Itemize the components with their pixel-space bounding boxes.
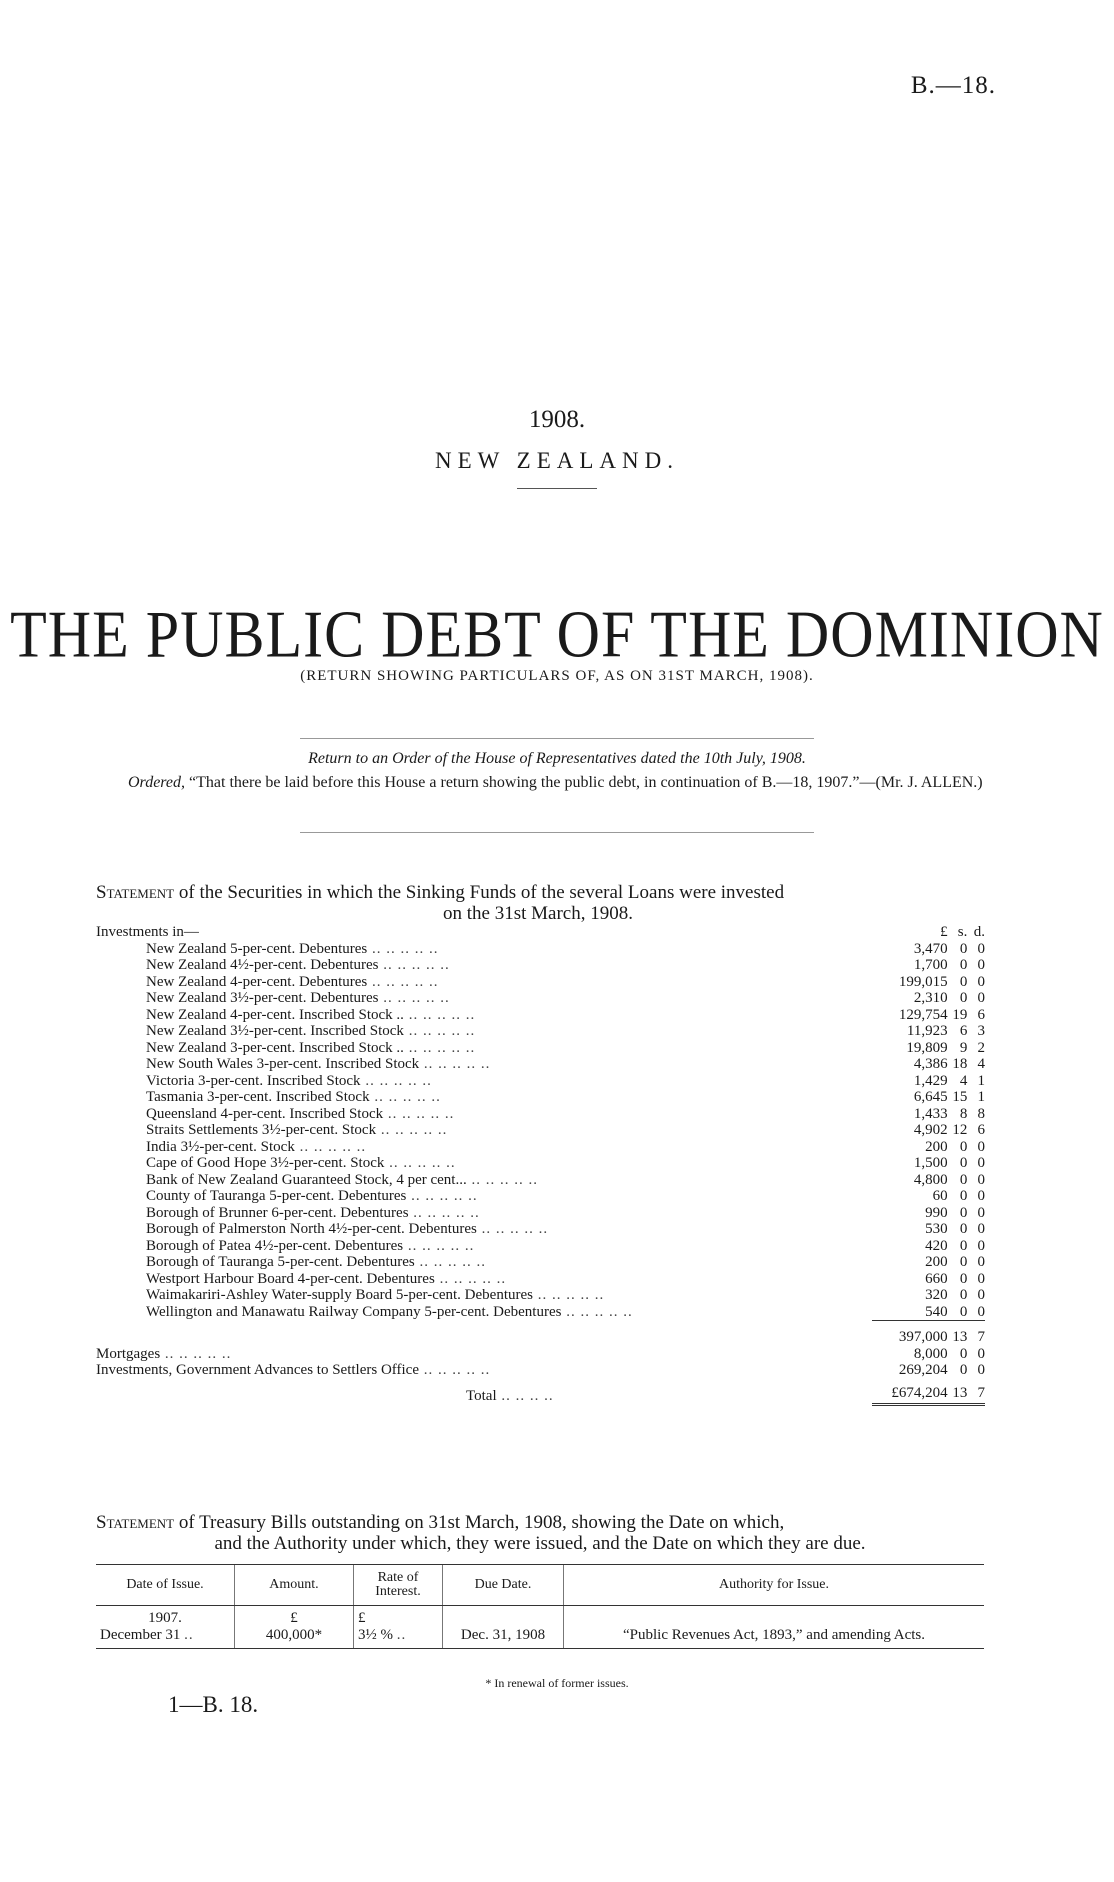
shillings-cell: 0	[959, 1155, 968, 1171]
row-label-text: New Zealand 4-per-cent. Debentures	[146, 973, 368, 990]
pence-cell: 0	[977, 1171, 985, 1188]
footnote: * In renewal of former issues.	[485, 1676, 629, 1690]
shillings-cell: 0	[959, 1138, 968, 1155]
table-row	[96, 1254, 985, 1271]
row-label-text: Waimakariri-Ashley Water-supply Board 5-per-cent. Debentures	[146, 1287, 533, 1303]
pence-cell: 0	[977, 1254, 985, 1270]
pence-column-header: d.	[973, 924, 985, 940]
order-reference: Return to an Order of the House of Representatives dated the 10th July, 1908.	[308, 750, 806, 767]
shillings-cell: 6	[959, 1023, 968, 1039]
row-label-text: New Zealand 4-per-cent. Inscribed Stock ..	[146, 1006, 404, 1023]
table-row	[96, 1023, 985, 1040]
pounds-cell: 540	[925, 1303, 948, 1320]
table-row	[96, 1287, 985, 1304]
authority-cell: “Public Revenues Act, 1893,” and amending Acts.	[564, 1606, 985, 1649]
table-row	[96, 1238, 985, 1255]
pence-cell: 8	[977, 1105, 985, 1122]
shillings-cell: 15	[952, 1089, 968, 1105]
row-label: Tasmania 3-per-cent. Inscribed Stock .. .. .. .. ..	[146, 1089, 441, 1105]
row-label-text: New South Wales 3-per-cent. Inscribed Stock	[146, 1056, 420, 1072]
row-label: Straits Settlements 3½-per-cent. Stock .. .. .. .. ..	[146, 1122, 448, 1138]
row-label: New Zealand 3-per-cent. Inscribed Stock .. .. .. .. .. ..	[146, 1039, 476, 1056]
shillings-cell: 0	[959, 1345, 968, 1362]
shillings-cell: 0	[959, 1171, 968, 1188]
pounds-cell: 4,386	[913, 1056, 948, 1072]
row-label-text: New Zealand 4½-per-cent. Debentures	[146, 957, 379, 973]
rate-value: 3½ %	[358, 1627, 393, 1643]
shillings-cell: 8	[959, 1105, 968, 1122]
treasury-bills-table	[96, 1564, 984, 1649]
pounds-cell: 660	[925, 1270, 948, 1287]
row-label: New Zealand 5-per-cent. Debentures .. .. .. .. ..	[146, 940, 439, 957]
row-label: Borough of Brunner 6-per-cent. Debentures .. .. .. .. ..	[146, 1204, 480, 1221]
country-heading: NEW ZEALAND.	[434, 448, 680, 473]
row-label-text: New Zealand 5-per-cent. Debentures	[146, 940, 368, 957]
document-year: 1908.	[528, 406, 586, 433]
pence-cell: 0	[977, 940, 985, 957]
pounds-cell: 269,204	[898, 1362, 948, 1378]
row-label: New Zealand 4-per-cent. Inscribed Stock .. .. .. .. .. ..	[146, 1006, 476, 1023]
rate-cell: £ 3½ % ..	[354, 1606, 443, 1649]
pounds-cell: 990	[925, 1204, 948, 1221]
row-label-text: New Zealand 3½-per-cent. Debentures	[146, 990, 379, 1006]
pence-cell: 0	[977, 973, 985, 990]
row-label-text: Borough of Palmerston North 4½-per-cent. Debentures	[146, 1221, 477, 1237]
pounds-cell: 420	[925, 1237, 948, 1254]
pounds-cell: 530	[925, 1221, 948, 1237]
table-row	[96, 1139, 985, 1156]
table-row	[96, 1007, 985, 1024]
due-date-cell: Dec. 31, 1908	[443, 1606, 564, 1649]
shillings-cell: 0	[959, 1362, 968, 1378]
pence-cell: 0	[977, 1345, 985, 1362]
pence-cell: 0	[977, 1204, 985, 1221]
row-label-text: Mortgages	[96, 1345, 161, 1362]
shillings-cell: 0	[959, 1204, 968, 1221]
amount-value: 400,000*	[265, 1627, 323, 1643]
pence-cell: 0	[977, 1188, 985, 1204]
amount-unit: £	[290, 1610, 298, 1626]
table-row	[96, 1122, 985, 1139]
table-row	[96, 1606, 984, 1649]
total-pence: 7	[967, 1379, 985, 1405]
subtotal-pounds: 397,000	[872, 1321, 947, 1346]
pence-cell: 0	[977, 1155, 985, 1171]
shillings-cell: 0	[959, 990, 968, 1006]
document-reference: B.—18.	[910, 72, 996, 99]
column-header-amount: Amount.	[235, 1565, 354, 1606]
shillings-cell: 0	[959, 1270, 968, 1287]
table-row	[96, 941, 985, 958]
pence-cell: 6	[977, 1122, 985, 1138]
shillings-cell: 0	[959, 1287, 968, 1303]
row-label: Borough of Tauranga 5-per-cent. Debentures .. .. .. .. ..	[146, 1254, 486, 1270]
pence-cell: 0	[977, 1303, 985, 1320]
investments-table	[96, 924, 985, 1406]
statement-2-heading-line1: of Treasury Bills outstanding on 31st March, 1908, showing the Date on which,	[178, 1512, 785, 1533]
pence-cell: 0	[977, 990, 985, 1006]
row-label-text: Borough of Patea 4½-per-cent. Debentures	[146, 1237, 404, 1254]
row-label: Waimakariri-Ashley Water-supply Board 5-per-cent. Debentures .. .. .. .. ..	[146, 1287, 605, 1303]
row-label-text: Bank of New Zealand Guaranteed Stock, 4 per cent...	[146, 1171, 467, 1188]
shillings-cell: 0	[959, 1254, 968, 1270]
row-label-text: Borough of Tauranga 5-per-cent. Debentures	[146, 1254, 415, 1270]
row-label: New Zealand 4½-per-cent. Debentures .. .. .. .. ..	[146, 957, 450, 973]
total-pounds: £674,204	[872, 1379, 947, 1405]
shillings-cell: 18	[952, 1056, 968, 1072]
statement-word: Statement	[96, 1512, 175, 1533]
pence-cell: 1	[977, 1089, 985, 1105]
row-label-text: Wellington and Manawatu Railway Company 5-per-cent. Debentures	[146, 1304, 562, 1320]
pence-cell: 4	[977, 1056, 985, 1072]
row-label: Queensland 4-per-cent. Inscribed Stock .. .. .. .. ..	[146, 1105, 455, 1122]
row-label: New Zealand 4-per-cent. Debentures .. .. .. .. ..	[146, 973, 439, 990]
statement-word: Statement	[96, 882, 175, 903]
statement-2-heading-line2: and the Authority under which, they were issued, and the Date on which they are due.	[214, 1533, 866, 1554]
table-row	[96, 1073, 985, 1090]
row-label-text: India 3½-per-cent. Stock	[146, 1138, 295, 1155]
statement-1-heading	[96, 882, 980, 924]
table-row	[96, 1304, 985, 1321]
shillings-cell: 0	[959, 1221, 968, 1237]
shillings-cell: 4	[959, 1072, 968, 1089]
table-row	[96, 1106, 985, 1123]
table-row	[96, 974, 985, 991]
shillings-cell: 0	[959, 1303, 968, 1320]
table-row	[96, 1056, 985, 1073]
row-label-text: Straits Settlements 3½-per-cent. Stock	[146, 1122, 377, 1138]
pounds-cell: 3,470	[913, 940, 948, 957]
table-row	[96, 1155, 985, 1172]
shillings-column-header: s.	[957, 924, 968, 940]
pence-cell: 0	[977, 1362, 985, 1378]
subtotal-shillings: 13	[948, 1321, 968, 1346]
total-label-cell: Total .. .. .. ..	[466, 1388, 554, 1404]
row-label-text: Queensland 4-per-cent. Inscribed Stock	[146, 1105, 384, 1122]
shillings-cell: 0	[959, 940, 968, 957]
row-label-text: Westport Harbour Board 4-per-cent. Debentures	[146, 1270, 435, 1287]
shillings-cell: 0	[959, 957, 968, 973]
divider	[517, 488, 597, 489]
row-label-text: New Zealand 3½-per-cent. Inscribed Stock	[146, 1023, 404, 1039]
order-text	[96, 772, 996, 793]
row-label-text: Investments, Government Advances to Settlers Office	[96, 1362, 419, 1378]
pence-cell: 0	[977, 1221, 985, 1237]
row-label-text: Cape of Good Hope 3½-per-cent. Stock	[146, 1155, 385, 1171]
column-header-row	[96, 924, 985, 941]
pence-cell: 0	[977, 1138, 985, 1155]
row-label: Bank of New Zealand Guaranteed Stock, 4 per cent... .. .. .. .. ..	[146, 1171, 538, 1188]
pounds-cell: 4,902	[913, 1122, 948, 1138]
statement-1-heading-line2: on the 31st March, 1908.	[443, 903, 633, 924]
pounds-cell: 1,429	[913, 1072, 948, 1089]
table-row	[96, 1346, 985, 1363]
shillings-cell: 19	[952, 1006, 968, 1023]
pounds-cell: 6,645	[913, 1089, 948, 1105]
pence-cell: 6	[977, 1006, 985, 1023]
pounds-cell: 1,700	[913, 957, 948, 973]
pounds-cell: 60	[932, 1188, 948, 1204]
row-label: India 3½-per-cent. Stock .. .. .. .. ..	[146, 1138, 367, 1155]
shillings-cell: 0	[959, 1237, 968, 1254]
column-header-date-of-issue: Date of Issue.	[96, 1565, 235, 1606]
column-header-authority: Authority for Issue.	[564, 1565, 985, 1606]
table-row	[96, 1040, 985, 1057]
rate-unit: £	[358, 1610, 366, 1626]
row-label-text: Borough of Brunner 6-per-cent. Debentures	[146, 1204, 409, 1221]
pounds-cell: 129,754	[898, 1006, 948, 1023]
treasury-bills-header-row	[96, 1565, 984, 1606]
pence-cell: 0	[977, 1270, 985, 1287]
table-row	[96, 1188, 985, 1205]
statement-1-heading-line1: of the Securities in which the Sinking Funds of the several Loans were invested	[178, 882, 785, 903]
pence-cell: 3	[977, 1023, 985, 1039]
column-header-due-date: Due Date.	[443, 1565, 564, 1606]
row-label: Investments, Government Advances to Settlers Office .. .. .. .. ..	[96, 1362, 491, 1378]
table-row	[96, 990, 985, 1007]
column-header-rate: Rate of Interest.	[354, 1565, 443, 1606]
table-row	[96, 1089, 985, 1106]
page-signature: 1—B. 18.	[168, 1692, 259, 1717]
pence-cell: 0	[977, 957, 985, 973]
divider	[300, 738, 814, 739]
pounds-cell: 320	[925, 1287, 948, 1303]
order-body: “That there be laid before this House a return showing the public debt, in continuation of B.—18, 1907.”—(Mr. J. ALLEN.)	[189, 774, 983, 791]
ordered-word: Ordered,	[128, 774, 186, 791]
subtotal-row	[96, 1321, 985, 1346]
table-row	[96, 1172, 985, 1189]
pounds-cell: 2,310	[913, 990, 948, 1006]
row-label-text: Victoria 3-per-cent. Inscribed Stock	[146, 1072, 361, 1089]
divider	[300, 832, 814, 833]
row-label: Cape of Good Hope 3½-per-cent. Stock .. .. .. .. ..	[146, 1155, 456, 1171]
statement-2-heading	[96, 1512, 984, 1554]
page-subtitle: (RETURN SHOWING PARTICULARS OF, AS ON 31ST MARCH, 1908).	[300, 668, 814, 684]
row-label-text: Tasmania 3-per-cent. Inscribed Stock	[146, 1089, 370, 1105]
pence-cell: 1	[977, 1072, 985, 1089]
pence-cell: 2	[977, 1039, 985, 1056]
pounds-cell: 200	[925, 1254, 948, 1270]
row-label: New Zealand 3½-per-cent. Debentures .. .. .. .. ..	[146, 990, 450, 1006]
amount-cell	[235, 1606, 354, 1649]
row-label: Victoria 3-per-cent. Inscribed Stock .. .. .. .. ..	[146, 1072, 432, 1089]
table-row	[96, 1221, 985, 1238]
table-row	[96, 1205, 985, 1222]
pounds-cell: 4,800	[913, 1171, 948, 1188]
issue-date: December 31	[100, 1627, 181, 1643]
shillings-cell: 0	[959, 973, 968, 990]
issue-date-cell: 1907. December 31 ..	[96, 1606, 235, 1649]
row-label: County of Tauranga 5-per-cent. Debentures .. .. .. .. ..	[146, 1188, 478, 1204]
shillings-cell: 12	[952, 1122, 968, 1138]
section-label: Investments in—	[96, 924, 199, 940]
pence-cell: 0	[977, 1237, 985, 1254]
row-label-text: County of Tauranga 5-per-cent. Debentures	[146, 1188, 407, 1204]
table-row	[96, 957, 985, 974]
row-label: Wellington and Manawatu Railway Company 5-per-cent. Debentures .. .. .. .. ..	[146, 1304, 633, 1320]
pounds-cell: 200	[925, 1138, 948, 1155]
row-label: New South Wales 3-per-cent. Inscribed Stock .. .. .. .. ..	[146, 1056, 491, 1072]
pence-cell: 0	[977, 1287, 985, 1303]
row-label-text: New Zealand 3-per-cent. Inscribed Stock ..	[146, 1039, 404, 1056]
row-label: Borough of Patea 4½-per-cent. Debentures .. .. .. .. ..	[146, 1237, 475, 1254]
pounds-cell: 1,433	[913, 1105, 948, 1122]
total-shillings: 13	[948, 1379, 968, 1405]
table-row	[96, 1362, 985, 1379]
pounds-cell: 1,500	[913, 1155, 948, 1171]
table-row	[96, 1271, 985, 1288]
row-label: Westport Harbour Board 4-per-cent. Debentures .. .. .. .. ..	[146, 1270, 507, 1287]
pounds-cell: 19,809	[906, 1039, 948, 1056]
page-title: THE PUBLIC DEBT OF THE DOMINION	[10, 597, 1104, 672]
shillings-cell: 9	[959, 1039, 968, 1056]
subtotal-pence: 7	[967, 1321, 985, 1346]
pounds-cell: 11,923	[906, 1023, 948, 1039]
row-label: Mortgages .. .. .. .. ..	[96, 1345, 232, 1362]
row-label: New Zealand 3½-per-cent. Inscribed Stock .. .. .. .. ..	[146, 1023, 476, 1039]
pounds-column-header: £	[940, 924, 948, 940]
total-label: Total	[466, 1388, 497, 1404]
pounds-cell: 8,000	[913, 1345, 948, 1362]
total-row	[96, 1379, 985, 1405]
shillings-cell: 0	[959, 1188, 968, 1204]
issue-year: 1907.	[148, 1610, 182, 1626]
row-label: Borough of Palmerston North 4½-per-cent. Debentures .. .. .. .. ..	[146, 1221, 549, 1237]
pounds-cell: 199,015	[898, 973, 948, 990]
